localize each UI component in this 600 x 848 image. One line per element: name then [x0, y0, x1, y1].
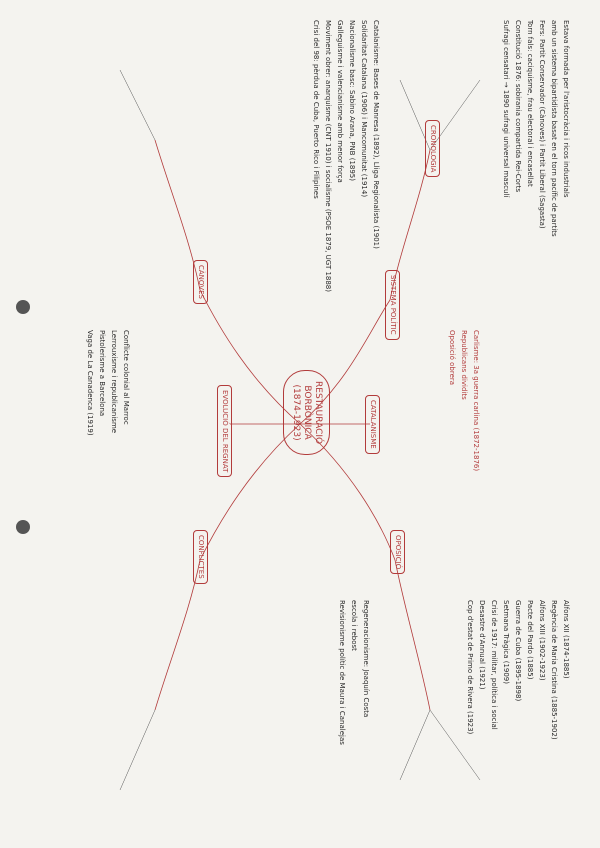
note: Crisi del 98: pèrdua de Cuba, Puerto Rico i Filipines	[312, 20, 320, 199]
central-topic-line2: BORBÒNICA	[302, 385, 312, 440]
note: Regeneracionisme: Joaquín Costa	[362, 600, 370, 718]
branch-cronologia: CRONOLOGIA	[425, 120, 440, 177]
central-topic-line1: RESTAURACIÓ	[313, 381, 323, 445]
note: Alfons XIII (1902-1923)	[538, 600, 546, 681]
note: Setmana Tràgica (1909)	[502, 600, 510, 684]
note: Crisi de 1917: militar, política i social	[490, 600, 498, 730]
note: Alfons XII (1874-1885)	[562, 600, 570, 679]
note: Oposició obrera	[448, 330, 456, 386]
central-topic-line3: (1874-1923)	[291, 384, 301, 441]
branch-evolucio-regnat: EVOLUCIÓ DEL REGNAT	[217, 385, 232, 477]
note: amb un sistema bipartidista basat en el torn pacífic de partits	[550, 20, 558, 237]
note: Republicans dividits	[460, 330, 468, 400]
branch-sistema-politic: SISTEMA POLÍTIC	[385, 270, 400, 340]
note: Regència de Maria Cristina (1885-1902)	[550, 600, 558, 740]
note: Revisionisme polític de Maura i Canalejas	[338, 600, 346, 745]
note: Nacionalisme basc: Sabino Arana, PNB (1895)	[348, 20, 356, 181]
note: Carlisme: 3a guerra carlina (1872-1876)	[472, 330, 480, 472]
note: Lerrouxisme i republicanisme	[110, 330, 118, 434]
note: Torn fals: caciquisme, frau electoral i encasellat	[526, 20, 534, 187]
note: Desastre d'Annual (1921)	[478, 600, 486, 690]
note: Solidaritat Catalana (1906) i Mancomunitat (1914)	[360, 20, 368, 198]
note: Moviment obrer: anarquisme (CNT 1910) i socialisme (PSOE 1879, UGT 1888)	[324, 20, 332, 292]
note: Catalanisme: Bases de Manresa (1892), Lliga Regionalista (1901)	[372, 20, 380, 249]
note: Fers: Partit Conservador (Cànoves) i Partit Liberal (Sagasta)	[538, 20, 546, 229]
branch-conflictes: CONFLICTES	[193, 530, 208, 584]
note: Pacte del Pardo (1885)	[526, 600, 534, 680]
branch-oposicio: OPOSICIÓ	[390, 530, 405, 574]
note: Pistolerisme a Barcelona	[98, 330, 106, 417]
note: escola i rebost	[350, 600, 358, 651]
note: Galleguisme i valencianisme amb menor força	[336, 20, 344, 183]
note: Cop d'estat de Primo de Rivera (1923)	[466, 600, 474, 735]
note: Constitució 1876: sobirania compartida Rei-Corts	[514, 20, 522, 193]
branch-catalanisme: CATALANISME	[365, 395, 380, 454]
note: Estava formada per l'aristocràcia i ricos industrials	[562, 20, 570, 198]
note: Conflicte colonial al Marroc	[122, 330, 130, 425]
central-topic	[283, 370, 330, 455]
note: Vaga de La Canadenca (1919)	[86, 330, 94, 436]
note: Guerra de Cuba (1895-1898)	[514, 600, 522, 702]
branch-canovas: CÀNOVES	[193, 260, 208, 304]
note: Sufragi censatari → 1890 sufragi universal masculí	[502, 20, 510, 198]
